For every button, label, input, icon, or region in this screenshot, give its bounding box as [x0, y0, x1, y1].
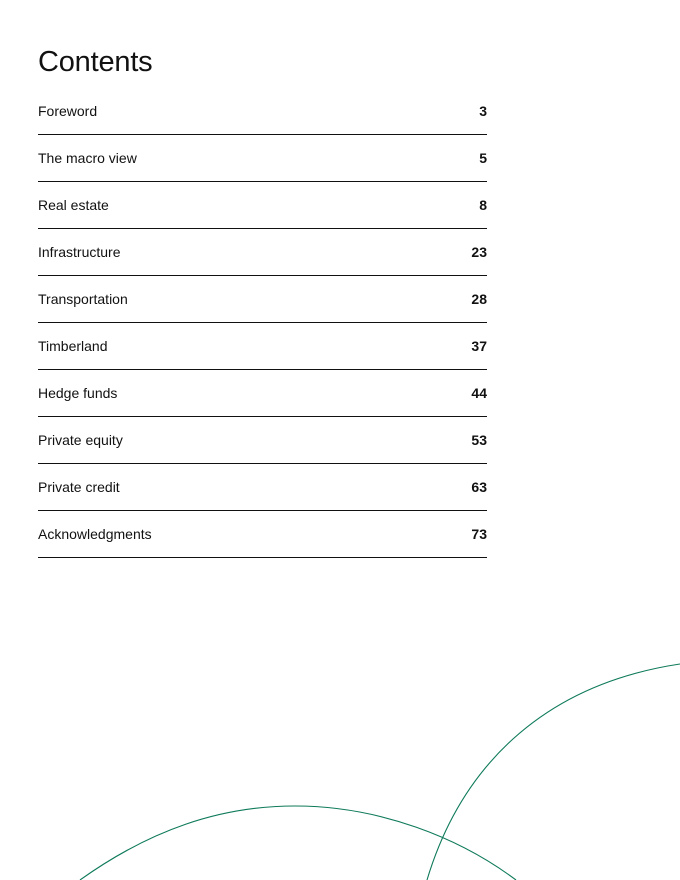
toc-entry-label: Hedge funds [38, 385, 118, 401]
toc-entry-timberland[interactable] [38, 323, 487, 370]
toc-entry-label: Timberland [38, 338, 108, 354]
toc-entry-page-number: 28 [471, 291, 487, 307]
toc-entry-page-number: 44 [471, 385, 487, 401]
toc-entry-page-number: 3 [479, 103, 487, 119]
toc-entry-label: Acknowledgments [38, 526, 152, 542]
toc-entry-page-number: 53 [471, 432, 487, 448]
toc-entry-private-credit[interactable] [38, 464, 487, 511]
table-of-contents [38, 88, 487, 558]
toc-entry-hedge-funds[interactable] [38, 370, 487, 417]
toc-entry-page-number: 5 [479, 150, 487, 166]
toc-entry-label: Foreword [38, 103, 98, 119]
toc-entry-label: Infrastructure [38, 244, 121, 260]
toc-entry-page-number: 23 [471, 244, 487, 260]
toc-entry-label: Private credit [38, 479, 120, 495]
toc-entry-label: The macro view [38, 150, 137, 166]
page-title: Contents [38, 46, 153, 78]
toc-entry-label: Private equity [38, 432, 123, 448]
toc-entry-infrastructure[interactable] [38, 229, 487, 276]
decorative-arc-left [80, 806, 516, 880]
toc-entry-label: Transportation [38, 291, 128, 307]
toc-entry-transportation[interactable] [38, 276, 487, 323]
toc-entry-page-number: 8 [479, 197, 487, 213]
toc-entry-page-number: 73 [471, 526, 487, 542]
toc-entry-label: Real estate [38, 197, 109, 213]
toc-entry-page-number: 37 [471, 338, 487, 354]
toc-entry-page-number: 63 [471, 479, 487, 495]
toc-entry-real-estate[interactable] [38, 182, 487, 229]
toc-entry-macro-view[interactable] [38, 135, 487, 182]
decorative-arc-right [427, 664, 680, 880]
toc-entry-acknowledgments[interactable] [38, 511, 487, 558]
toc-entry-private-equity[interactable] [38, 417, 487, 464]
toc-entry-foreword[interactable] [38, 88, 487, 135]
